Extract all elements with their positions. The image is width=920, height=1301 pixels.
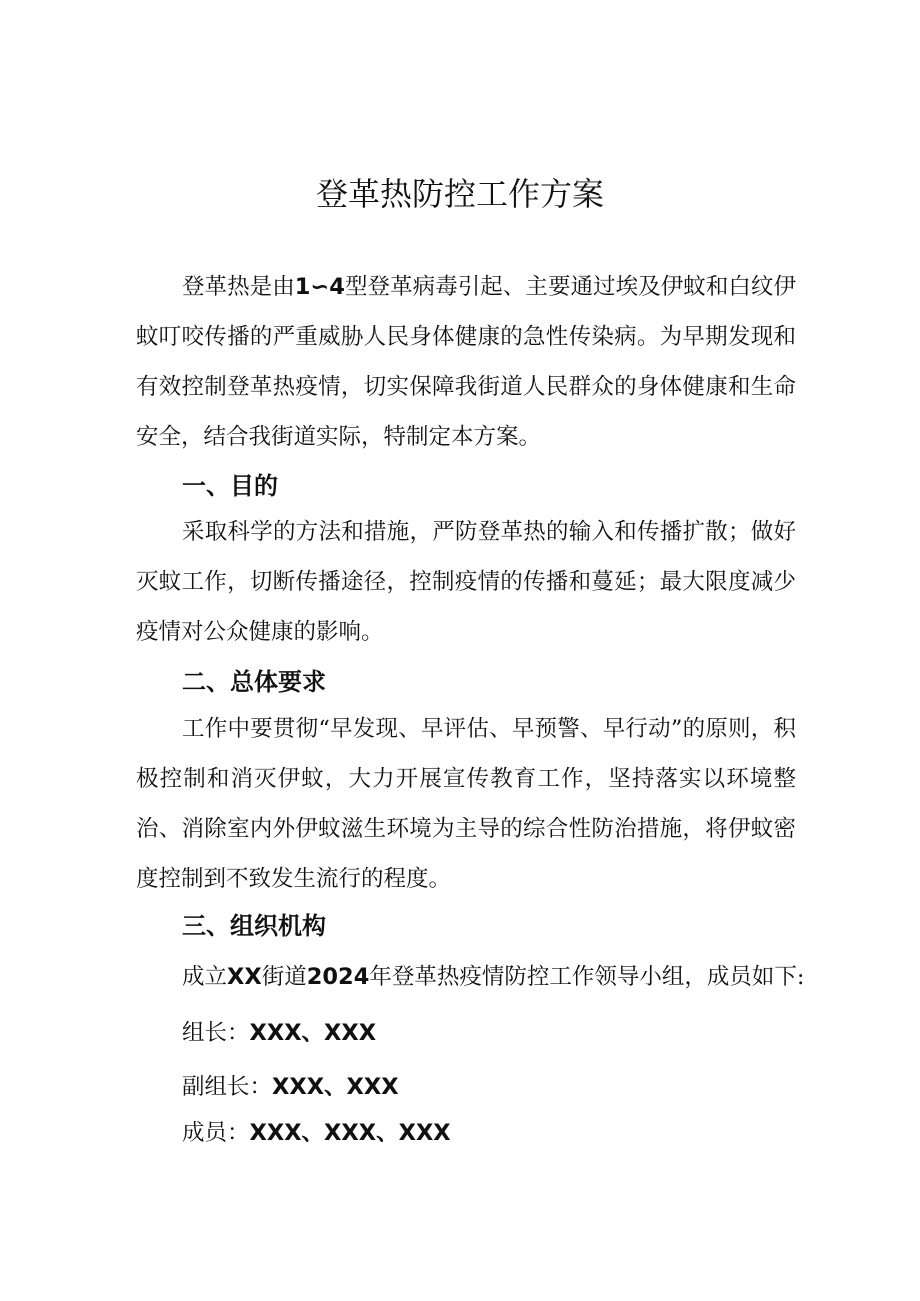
org-intro-part-5: 年登革热疫情防控工作领导小组，成员如下: [369,964,805,990]
section-heading-purpose: 一、目的 [182,472,278,500]
member-names: XXX、XXX、XXX [249,1120,451,1146]
section-body-requirements: 工作中要贯彻“早发现、早评估、早预警、早行动”的原则，积极控制和消灭伊蚊，大力开展宣传教育工作，坚持落实以环境整治、消除室内外伊蚊滋生环境为主导的综合性防治措施，将伊蚊密度控制到不致发生流行的程度。 [136,716,796,892]
organization-intro [182,957,805,997]
intro-text-rest: 型登革病毒引起、主要通过埃及伊蚊和白纹伊蚊叮咬传播的严重威胁人民身体健康的急性传染病。为早期发现和有效控制登革热疫情，切实保障我街道人民群众的身体健康和生命安全，结合我街道实际，特制定本方案。 [136,274,796,450]
year-value: 2024 [306,964,370,990]
org-intro-part-3: 街道 [261,964,307,990]
intro-paragraph [136,262,796,462]
org-intro-part-1: 成立 [182,964,228,990]
section-heading-organization: 三、组织机构 [182,912,326,940]
section-heading-requirements: 二、总体要求 [182,668,326,696]
member-role: 副组长： [182,1074,273,1100]
intro-text-start: 登革热是由 [182,274,295,300]
document-title: 登革热防控工作方案 [315,175,604,213]
member-row-deputy-leader [182,1067,802,1107]
street-name-placeholder: XX [227,964,262,990]
member-row-members [182,1113,802,1153]
section-body-purpose: 采取科学的方法和措施，严防登革热的输入和传播扩散；做好灭蚊工作，切断传播途径，控制疫情的传播和蔓延；最大限度减少疫情对公众健康的影响。 [136,519,796,645]
member-role: 组长： [182,1020,250,1046]
serotype-range: 1∽4 [294,274,345,300]
member-names: XXX、XXX [249,1020,377,1046]
member-role: 成员： [182,1120,250,1146]
member-row-leader [182,1013,802,1053]
member-names: XXX、XXX [272,1074,399,1100]
